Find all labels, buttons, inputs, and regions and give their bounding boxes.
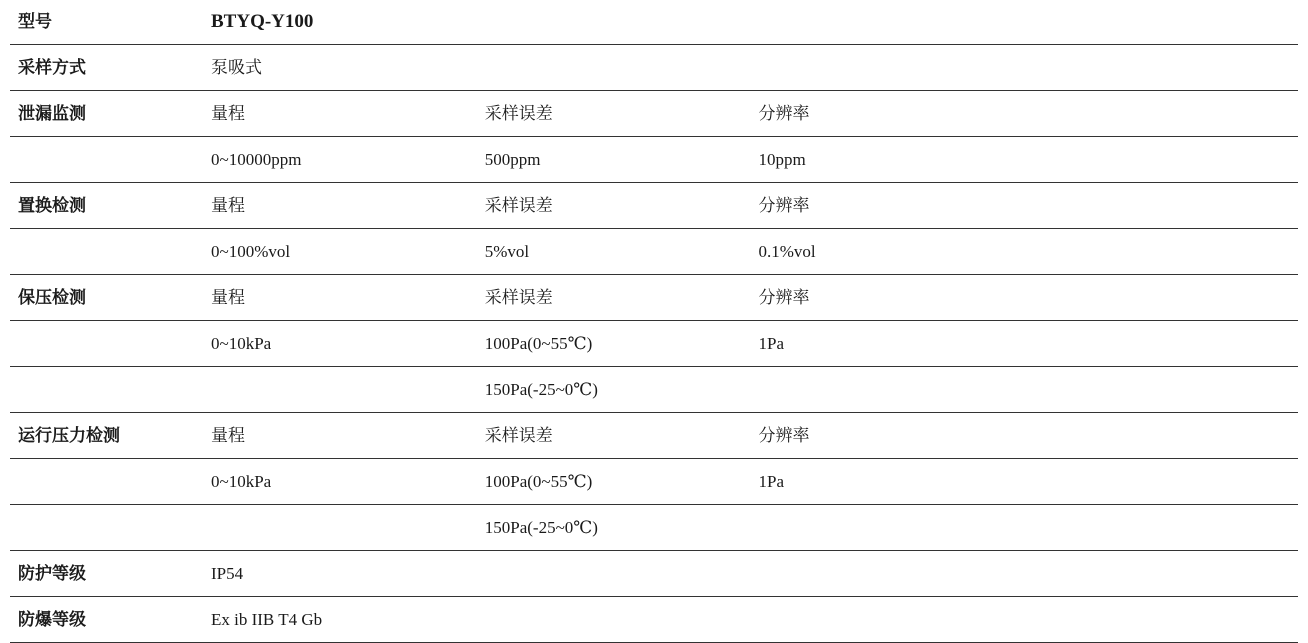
row-resolution-value: 0.1%vol	[751, 229, 1025, 275]
row-error-header: 采样误差	[477, 91, 751, 137]
row-error-header: 采样误差	[477, 413, 751, 459]
row-resolution-value: 1Pa	[751, 321, 1025, 367]
row-error-value: 150Pa(-25~0℃)	[477, 367, 751, 413]
row-label	[10, 321, 203, 367]
table-row	[10, 459, 1298, 505]
row-label	[10, 229, 203, 275]
row-resolution-header: 分辨率	[751, 91, 1025, 137]
row-label	[10, 137, 203, 183]
row-error-value: 100Pa(0~55℃)	[477, 321, 751, 367]
row-range-value: 0~10kPa	[203, 321, 477, 367]
row-extra	[1024, 367, 1298, 413]
row-range-header: 量程	[203, 413, 477, 459]
row-resolution-header: 分辨率	[751, 413, 1025, 459]
row-error-value: 5%vol	[477, 229, 751, 275]
specification-table	[10, 0, 1298, 643]
row-label	[10, 367, 203, 413]
table-row	[10, 321, 1298, 367]
row-range-value: 0~10kPa	[203, 459, 477, 505]
row-range-value: 0~100%vol	[203, 229, 477, 275]
table-row	[10, 275, 1298, 321]
table-row	[10, 505, 1298, 551]
table-row	[10, 183, 1298, 229]
row-error-value: 100Pa(0~55℃)	[477, 459, 751, 505]
row-resolution-value: 10ppm	[751, 137, 1025, 183]
table-row	[10, 137, 1298, 183]
row-extra	[1024, 413, 1298, 459]
row-value: IP54	[203, 551, 1298, 597]
row-value: BTYQ-Y100	[203, 0, 1298, 45]
row-error-header: 采样误差	[477, 275, 751, 321]
row-range-value: 0~10000ppm	[203, 137, 477, 183]
row-error-header: 采样误差	[477, 183, 751, 229]
row-resolution-value: 1Pa	[751, 459, 1025, 505]
table-row	[10, 413, 1298, 459]
row-resolution-value	[751, 505, 1025, 551]
row-range-header: 量程	[203, 275, 477, 321]
table-row	[10, 597, 1298, 643]
row-extra	[1024, 275, 1298, 321]
row-range-value	[203, 505, 477, 551]
row-range-header: 量程	[203, 91, 477, 137]
table-row	[10, 91, 1298, 137]
row-error-value: 500ppm	[477, 137, 751, 183]
row-label: 保压检测	[10, 275, 203, 321]
row-label: 防爆等级	[10, 597, 203, 643]
table-row	[10, 551, 1298, 597]
row-label: 泄漏监测	[10, 91, 203, 137]
table-row	[10, 45, 1298, 91]
row-extra	[1024, 321, 1298, 367]
row-extra	[1024, 229, 1298, 275]
table-row	[10, 0, 1298, 45]
table-row	[10, 367, 1298, 413]
row-extra	[1024, 183, 1298, 229]
row-extra	[1024, 137, 1298, 183]
table-body	[10, 0, 1298, 643]
row-label	[10, 459, 203, 505]
row-extra	[1024, 91, 1298, 137]
row-label: 防护等级	[10, 551, 203, 597]
row-label	[10, 505, 203, 551]
row-error-value: 150Pa(-25~0℃)	[477, 505, 751, 551]
row-resolution-header: 分辨率	[751, 275, 1025, 321]
row-resolution-header: 分辨率	[751, 183, 1025, 229]
row-resolution-value	[751, 367, 1025, 413]
row-range-header: 量程	[203, 183, 477, 229]
row-label: 采样方式	[10, 45, 203, 91]
row-extra	[1024, 459, 1298, 505]
table-row	[10, 229, 1298, 275]
row-value: 泵吸式	[203, 45, 1298, 91]
row-extra	[1024, 505, 1298, 551]
row-range-value	[203, 367, 477, 413]
row-label: 运行压力检测	[10, 413, 203, 459]
row-label: 型号	[10, 0, 203, 45]
row-label: 置换检测	[10, 183, 203, 229]
row-value: Ex ib IIB T4 Gb	[203, 597, 1298, 643]
